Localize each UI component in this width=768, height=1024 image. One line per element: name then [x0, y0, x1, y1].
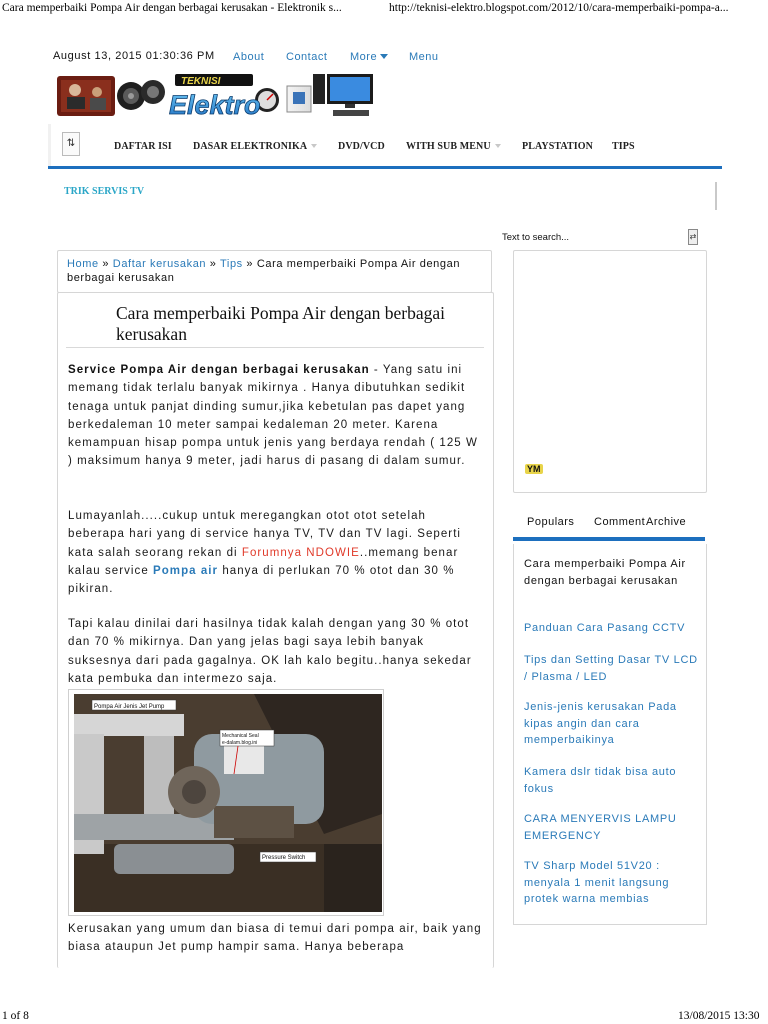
- nav-divider: [48, 124, 51, 168]
- nav-item-label: WITH SUB MENU: [406, 141, 491, 152]
- tab-comment[interactable]: Comment: [594, 516, 646, 528]
- nav-item-playstation[interactable]: PLAYSTATION: [522, 141, 593, 152]
- main-nav: [48, 124, 722, 168]
- list-item[interactable]: Panduan Cara Pasang CCTV: [524, 622, 686, 634]
- breadcrumb-separator: »: [98, 258, 113, 270]
- list-item[interactable]: CARA MENYERVIS LAMPU EMERGENCY: [524, 813, 677, 842]
- logo-text: Elektro: [169, 90, 261, 120]
- print-header: [0, 0, 768, 20]
- post-paragraph-1-text: - Yang satu ini memang tidak terlalu banyak mikirnya . Hanya dibutuhkan sedikit tenaga untuk panjat dinding sumur,jika kebetulan pas dapet yang berkedaleman 10 meter sampai kedaleman 20 meter. Karena kemampuan hisap pompa untuk jenis yang berdaya rendah ( 125 W ) maksimum hanya 9 meter, jadi harus di pasang di dalam sumur.: [68, 364, 478, 468]
- tab-archive[interactable]: Archive: [646, 516, 687, 528]
- search-button-icon[interactable]: ⇄: [688, 229, 698, 245]
- post-paragraph-2: [68, 507, 486, 598]
- chevron-down-icon: [495, 144, 501, 148]
- print-page-title: Cara memperbaiki Pompa Air dengan berbagai kerusakan - Elektronik s...: [2, 2, 342, 14]
- post-paragraph-2-text-b: ..memang benar kalau service: [68, 546, 459, 577]
- subnav-divider: [715, 182, 717, 210]
- post-paragraph-2-text-a: Lumayanlah.....cukup untuk meregangkan otot otot setelah beberapa hari yang di service hanya TV, TV dan TV lagi. Seperti kata salah seorang rekan di: [68, 510, 462, 559]
- pump-photo[interactable]: [74, 694, 382, 912]
- breadcrumb-daftar-kerusakan[interactable]: Daftar kerusakan: [112, 258, 207, 270]
- post-paragraph-2-text-c: hanya di perlukan 70 % otot dan 30 % pikiran.: [68, 564, 455, 596]
- popular-posts-list: [513, 544, 707, 925]
- tabs-underline: [513, 537, 705, 541]
- print-page-number: 1 of 8: [2, 1010, 29, 1022]
- chevron-down-icon: [311, 144, 317, 148]
- list-item[interactable]: TV Sharp Model 51V20 : menyala 1 menit langsung protek warna membias: [524, 860, 670, 905]
- breadcrumb-current: Cara memperbaiki Pompa Air dengan berbagai kerusakan: [67, 258, 461, 284]
- post-lead-bold: Service Pompa Air dengan berbagai kerusakan: [68, 364, 370, 376]
- menu-toggle-icon[interactable]: ⇅: [62, 132, 80, 156]
- breadcrumb: [57, 250, 492, 293]
- print-page-url: http://teknisi-elektro.blogspot.com/2012/10/cara-memperbaiki-pompa-a...: [389, 2, 729, 14]
- photo-label-jet-pump: Pompa Air Jenis Jet Pump: [94, 704, 165, 710]
- site-logo[interactable]: [57, 70, 381, 122]
- more-link-label: More: [350, 51, 378, 63]
- forum-ndowie-link[interactable]: Forumnya NDOWIE: [241, 546, 360, 559]
- breadcrumb-tips[interactable]: Tips: [220, 258, 243, 270]
- nav-item-dvd-vcd[interactable]: DVD/VCD: [338, 141, 385, 152]
- logo-banner-text: TEKNISI: [181, 76, 221, 87]
- list-item[interactable]: Jenis-jenis kerusakan Pada kipas angin dan cara memperbaikinya: [524, 701, 677, 746]
- caret-down-icon: [380, 54, 388, 59]
- breadcrumb-separator: »: [242, 258, 257, 270]
- menu-link[interactable]: Menu: [409, 51, 439, 63]
- more-menu[interactable]: [350, 51, 388, 63]
- nav-underline: [48, 166, 722, 169]
- yahoo-messenger-icon[interactable]: YM: [527, 464, 541, 474]
- photo-label-mechanical-seal: Mechanical Seal: [222, 733, 259, 739]
- print-footer: [0, 1008, 768, 1024]
- post-article: [57, 292, 494, 968]
- nav-item-dasar-elektronika[interactable]: [193, 141, 317, 152]
- about-link[interactable]: About: [233, 51, 265, 63]
- title-divider: [66, 347, 484, 348]
- nav-item-tips[interactable]: TIPS: [612, 141, 635, 152]
- post-paragraph-3: Tapi kalau dinilai dari hasilnya tidak kalah dengan yang 30 % otot dan 70 % mikirnya. Dan yang jelas bagi saya lebih banyak suksesnya dari pada gagalnya. OK lah kalo begitu..hanya sekedar kata pembuka dan intermezo saja.: [68, 618, 472, 685]
- breadcrumb-home[interactable]: Home: [67, 258, 99, 270]
- subnav-item-trik-servis-tv[interactable]: TRIK SERVIS TV: [64, 186, 145, 197]
- pompa-air-link[interactable]: Pompa air: [153, 564, 219, 577]
- nav-item-with-sub-menu[interactable]: [406, 141, 501, 152]
- search-input[interactable]: Text to search...: [502, 232, 570, 243]
- current-datetime: August 13, 2015 01:30:36 PM: [53, 50, 215, 62]
- photo-label-watermark: e-dalam.blog.ini: [222, 740, 258, 746]
- sidebar-widget-box: [513, 250, 707, 493]
- list-item[interactable]: Kamera dslr tidak bisa auto fokus: [524, 766, 677, 795]
- nav-item-daftar-isi[interactable]: DAFTAR ISI: [114, 141, 172, 152]
- nav-item-label: DASAR ELEKTRONIKA: [193, 141, 308, 152]
- contact-link[interactable]: Contact: [286, 51, 328, 63]
- post-paragraph-1: [68, 361, 486, 471]
- list-item[interactable]: Cara memperbaiki Pompa Air dengan berbagai kerusakan: [524, 558, 686, 587]
- post-title: Cara memperbaiki Pompa Air dengan berbagai kerusakan: [116, 303, 445, 344]
- breadcrumb-separator: »: [206, 258, 220, 270]
- post-paragraph-4: Kerusakan yang umum dan biasa di temui dari pompa air, baik yang biasa ataupun Jet pump hampir sama. Hanya beberapa: [68, 923, 482, 954]
- list-item[interactable]: Tips dan Setting Dasar TV LCD / Plasma / LED: [524, 654, 698, 683]
- photo-label-pressure-switch: Pressure Switch: [262, 855, 306, 861]
- sidebar-tabs: [513, 512, 705, 542]
- tab-populars[interactable]: Populars: [527, 516, 575, 528]
- pump-photo-frame: [68, 689, 384, 916]
- print-datetime: 13/08/2015 13:30: [678, 1010, 760, 1022]
